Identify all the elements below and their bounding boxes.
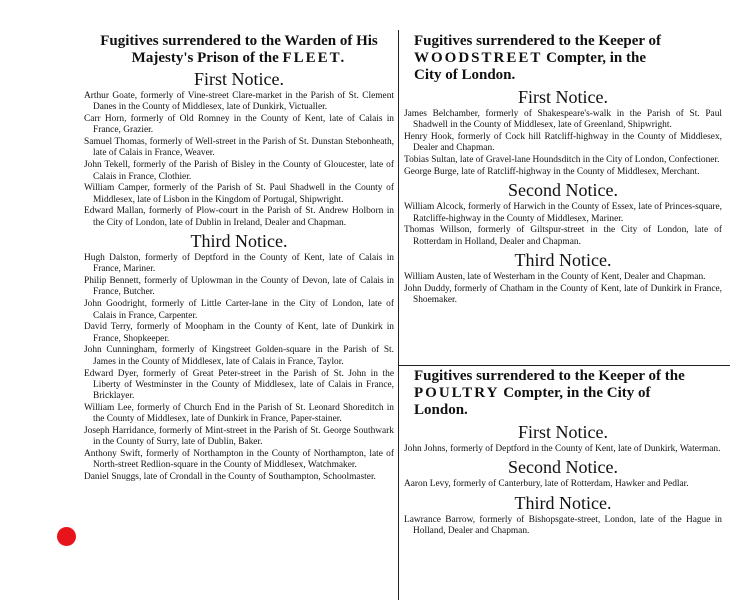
column-divider	[398, 30, 399, 600]
notice-entry: Lawrance Barrow, formerly of Bishopsgate-street, London, late of the Hague in Holland, Dealer and Chapman.	[404, 514, 722, 536]
fleet-heading	[84, 33, 394, 67]
fleet-heading-caps: FLEET.	[282, 50, 347, 66]
notice-entry: Daniel Snuggs, late of Crondall in the County of Southampton, Schoolmaster.	[84, 472, 376, 483]
woodstreet-heading	[404, 33, 722, 84]
notice-entry: William Lee, formerly of Church End in the Parish of St. Leonard Shoreditch in the County of Middlesex, late of Dunkirk in France, Paper-stainer.	[84, 402, 394, 425]
woodstreet-third-notice: Third Notice.	[514, 249, 612, 270]
poultry-heading-line-2	[414, 385, 722, 402]
notice-entry: William Camper, formerly of the Parish of St. Paul Shadwell in the County of Middlesex, late of Lisbon in the Kingdom of Portugal, Shipwright.	[84, 183, 394, 205]
woodstreet-second-notice: Second Notice.	[508, 180, 618, 201]
notice-entry: Arthur Goate, formerly of Vine-street Clare-market in the Parish of St. Clement Danes in the County of Middlesex, late of Dunkirk, Victualler.	[84, 91, 394, 113]
poultry-second-notice: Second Notice.	[508, 457, 618, 478]
fleet-third-notice: Third Notice.	[190, 231, 288, 252]
notice-entry: John Johns, formerly of Deptford in the County of Kent, late of Dunkirk, Waterman.	[404, 444, 721, 454]
notice-entry: John Duddy, formerly of Chatham in the County of Kent, late of Dunkirk in France, Shoemaker.	[404, 283, 722, 306]
notice-entry: Hugh Dalston, formerly of Deptford in the County of Kent, late of Calais in France, Mariner.	[84, 253, 394, 275]
fleet-heading-line-1: Fugitives surrendered to the Warden of His	[100, 33, 378, 49]
fleet-first-notice: First Notice.	[194, 69, 284, 89]
poultry-third-notice: Third Notice.	[514, 492, 612, 513]
notice-entry: Henry Hook, formerly of Cock hill Ratcliff-highway in the County of Middlesex, Dealer and Chapman.	[404, 132, 722, 154]
notice-entry: Tobias Sultan, late of Gravel-lane Houndsditch in the City of London, Confectioner.	[404, 155, 720, 166]
notice-entry: Carr Horn, formerly of Old Romney in the County of Kent, late of Calais in France, Grazier.	[84, 114, 394, 136]
poultry-heading-caps: POULTRY	[414, 385, 500, 401]
notice-entry: Thomas Willson, formerly of Giltspur-street in the City of London, late of Rotterdam in Holland, Dealer and Chapman.	[404, 225, 722, 247]
notice-entry: George Burge, late of Ratcliff-highway in the County of Middlesex, Merchant.	[404, 166, 700, 177]
notice-entry: Aaron Levy, formerly of Canterbury, late of Rotterdam, Hawker and Pedlar.	[404, 479, 689, 490]
poultry-heading-line-1: Fugitives surrendered to the Keeper of the	[414, 368, 685, 384]
woodstreet-heading-line-2	[414, 50, 722, 67]
section-divider	[398, 365, 730, 366]
poultry-heading	[404, 368, 722, 419]
notice-entry: James Belchamber, formerly of Shakespeare's-walk in the Parish of St. Paul Shadwell in the County of Middlesex, late of Greenland, Shipwright.	[404, 109, 722, 131]
poultry-section	[404, 368, 722, 538]
poultry-heading-line-3: London.	[414, 402, 468, 418]
notice-entry: Anthony Swift, formerly of Northampton in the County of Northampton, late of North-street Redlion-square in the County of Middlesex, Watchmaker.	[84, 449, 394, 471]
notice-entry: Edward Mallan, formerly of Plow-court in the Parish of St. Andrew Holborn in the City of London, late of Dublin in Ireland, Dealer and Chapman.	[84, 206, 394, 228]
notice-entry: Philip Bennett, formerly of Uplowman in the County of Devon, late of Calais in France, Butcher.	[84, 276, 394, 298]
woodstreet-heading-line-3: City of London.	[414, 67, 516, 83]
notice-entry: Joseph Harridance, formerly of Mint-street in the Parish of St. George Southwark in the County of Surry, late of Dublin, Baker.	[84, 426, 394, 448]
notice-entry: John Goodright, formerly of Little Carter-lane in the City of London, late of Calais in France, Carpenter.	[84, 299, 394, 321]
notice-entry: John Cunningham, formerly of Kingstreet Golden-square in the Parish of St. James in the County of Middlesex, late of Calais in France, Taylor.	[84, 345, 394, 367]
woodstreet-first-notice: First Notice.	[518, 87, 608, 107]
notice-entry: William Austen, late of Westerham in the County of Kent, Dealer and Chapman.	[404, 271, 706, 282]
fleet-heading-text: Majesty's Prison of the	[131, 50, 279, 66]
poultry-first-notice: First Notice.	[518, 422, 608, 442]
woodstreet-heading-caps: WOODSTREET	[414, 50, 543, 66]
notice-entry: Samuel Thomas, formerly of Well-street in the Parish of St. Dunstan Stebonheath, late of Calais in France, Weaver.	[84, 137, 394, 159]
woodstreet-section	[404, 33, 722, 307]
red-marker-dot	[57, 527, 76, 546]
fleet-section	[84, 33, 394, 484]
fleet-heading-line-2	[84, 50, 394, 67]
woodstreet-heading-line-1: Fugitives surrendered to the Keeper of	[414, 33, 662, 49]
notice-entry: William Alcock, formerly of Harwich in the County of Essex, late of Princes-square, Ratcliffe-highway in the County of Middlesex, Mariner.	[404, 202, 722, 224]
notice-entry: John Tekell, formerly of the Parish of Bisley in the County of Gloucester, late of Calais in France, Clothier.	[84, 160, 394, 182]
poultry-heading-text: Compter, in the City of	[503, 385, 651, 401]
notice-entry: Edward Dyer, formerly of Great Peter-street in the Parish of St. John in the Liberty of Westminster in the County of Middlesex, late of Calais in France, Bricklayer.	[84, 368, 394, 402]
woodstreet-heading-text: Compter, in the	[546, 50, 646, 66]
notice-entry: David Terry, formerly of Moopham in the County of Kent, late of Dunkirk in France, Shopkeeper.	[84, 322, 394, 344]
